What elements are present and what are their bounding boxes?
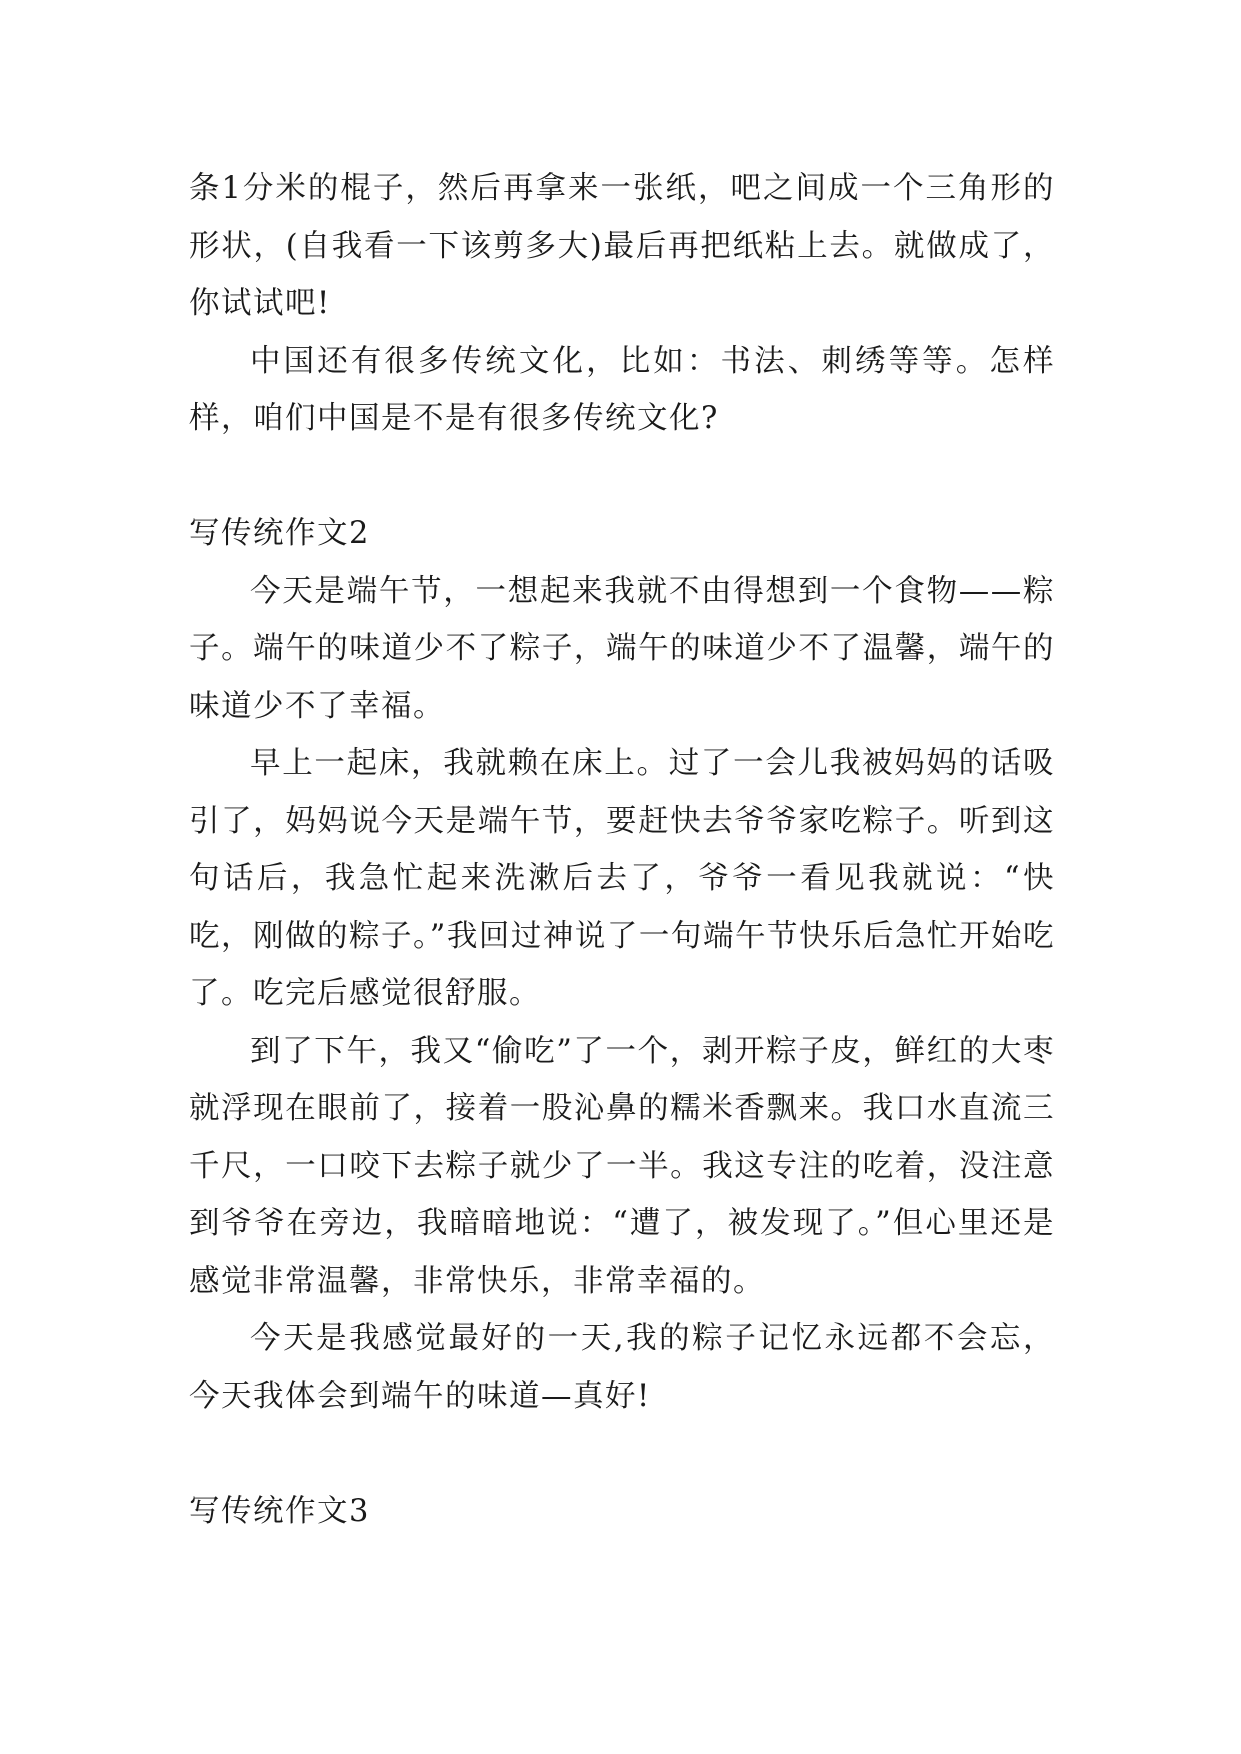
paragraph-culture: 中国还有很多传统文化，比如：书法、刺绣等等。怎样样，咱们中国是不是有很多传统文化? <box>189 343 1055 436</box>
paragraph-morning: 早上一起床，我就赖在床上。过了一会儿我被妈妈的话吸引了，妈妈说今天是端午节，要赶快去爷爷家吃粽子。听到这句话后，我急忙起来洗漱后去了，爷爷一看见我就说：“快吃，刚做的粽子。”我回过神说了一句端午节快乐后急忙开始吃了。吃完后感觉很舒服。 <box>189 746 1055 1011</box>
section-heading-3: 写传统作文3 <box>189 1493 370 1529</box>
section-gap <box>189 1425 1055 1483</box>
document-body <box>189 160 1055 1540</box>
section-heading-2: 写传统作文2 <box>189 516 370 551</box>
paragraph-afternoon: 到了下午，我又“偷吃”了一个，剥开粽子皮，鲜红的大枣就浮现在眼前了，接着一股沁鼻的糯米香飘来。我口水直流三千尺，一口咬下去粽子就少了一半。我这专注的吃着，没注意到爷爷在旁边，我暗暗地说：“遭了，被发现了。”但心里还是感觉非常温馨，非常快乐，非常幸福的。 <box>189 1033 1055 1299</box>
paragraph-conclusion: 今天是我感觉最好的一天,我的粽子记忆永远都不会忘，今天我体会到端午的味道—真好! <box>189 1321 1055 1414</box>
section-gap <box>189 448 1055 506</box>
paragraph-dragon-boat-intro: 今天是端午节，一想起来我就不由得想到一个食物——粽子。端午的味道少不了粽子，端午的味道少不了温馨，端午的味道少不了幸福。 <box>189 573 1055 724</box>
paragraph-continuation: 条1分米的棍子，然后再拿来一张纸，吧之间成一个三角形的形状，(自我看一下该剪多大)最后再把纸粘上去。就做成了，你试试吧! <box>189 171 1055 321</box>
